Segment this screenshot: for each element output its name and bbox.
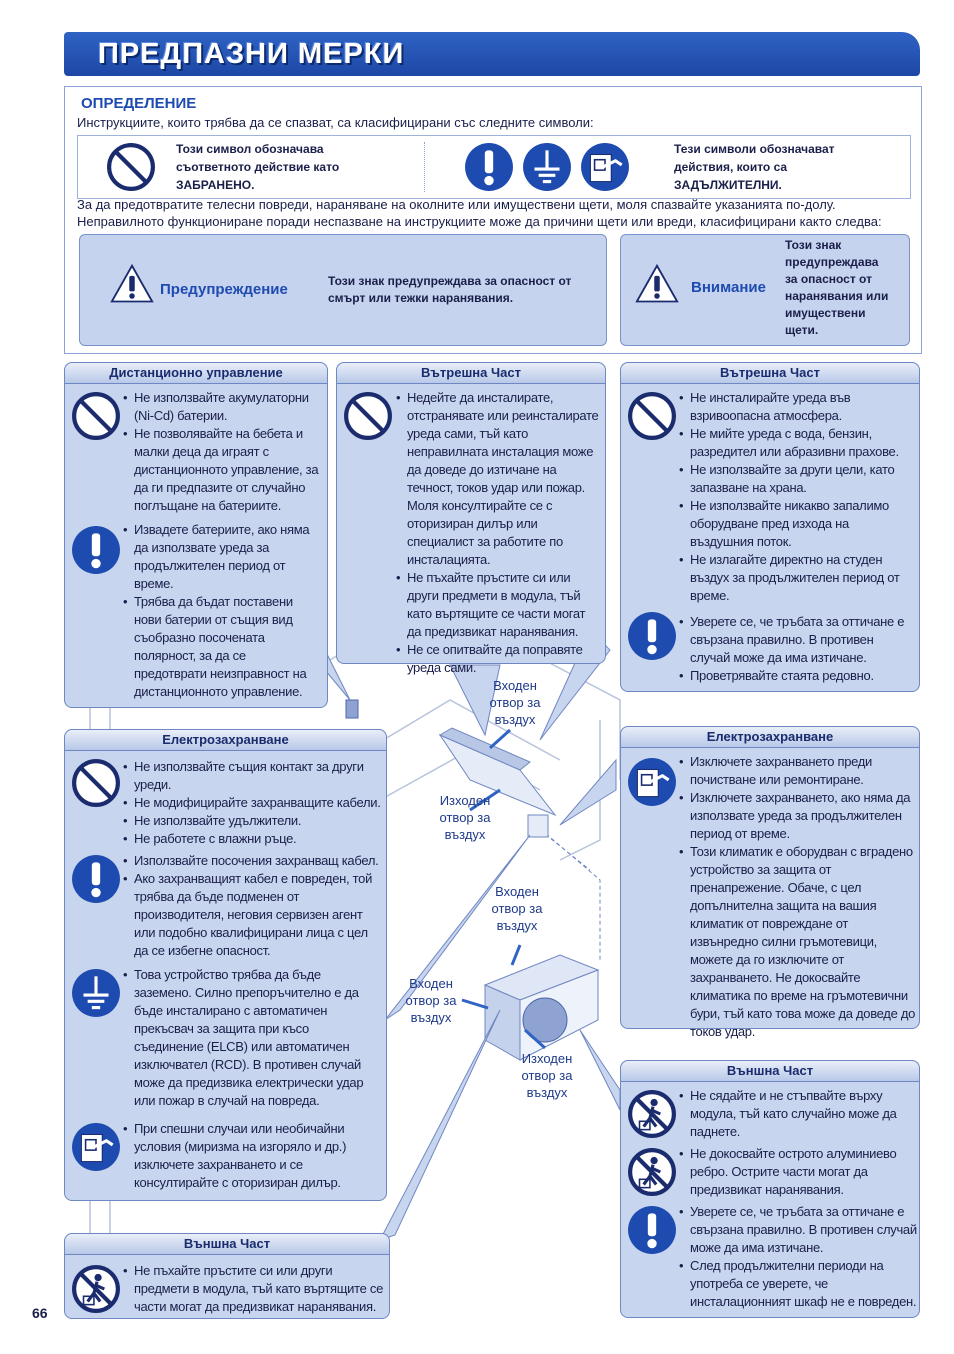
prohibited-icon xyxy=(627,391,677,441)
unplug-icon xyxy=(627,757,677,807)
mandatory-icon xyxy=(71,854,121,904)
list-item: • Не излагайте директно на студен въздух за продължителен период от време. xyxy=(679,551,915,605)
list-item: • Не модифицирайте захранващите кабели. xyxy=(123,794,381,812)
prohibited-list xyxy=(679,389,915,605)
list-item: • Недейте да инсталирате, отстранявате или реинсталирате уреда сами, тъй като неправилната инсталация може да доведе до изтичане на течност, токов удар или пожар. Моля консултирайте се с оторизиран дилър или специалист за работите по инсталацията. xyxy=(396,389,600,569)
mandatory-list xyxy=(679,613,915,685)
list-item: • Уверете се, че тръбата за оттичане е свързана правилно. В противен случай може да има изтичане. xyxy=(679,1203,917,1257)
prohibited-icon xyxy=(343,391,393,441)
mandatory-icon xyxy=(627,611,677,661)
caution-label: Внимание xyxy=(691,279,766,296)
no-climb-list xyxy=(679,1087,917,1141)
list-item: • Не използвайте акумулаторни (Ni-Cd) батерии. xyxy=(123,389,319,425)
list-item: • Не използвайте никакво запалимо оборудване пред изхода на въздушния поток. xyxy=(679,497,915,551)
panel-power-supply-right xyxy=(620,726,920,1039)
panel-indoor-unit-1 xyxy=(336,362,606,675)
mandatory-list xyxy=(123,521,319,701)
list-item: • Трябва да бъдат поставени нови батерии от същия вид съобразно посочената полярност, за да се предотврати неизправност на дистанционното управление. xyxy=(123,593,319,701)
panel-title: Вътрешна Част xyxy=(621,363,919,384)
list-item: • Не пъхайте пръстите си или други предмети в модула, тъй като въртящите се части могат да предизвикат наранявания. xyxy=(396,569,600,641)
list-item: • Изключете захранването преди почистване или ремонтиране. xyxy=(679,753,917,789)
list-item: • Не сядайте и не стъпвайте върху модула, тъй като случайно може да паднете. xyxy=(679,1087,917,1141)
panel-title: Вътрешна Част xyxy=(337,363,605,384)
power-pointer xyxy=(560,760,616,825)
panel-title: Дистанционно управление xyxy=(65,363,327,384)
unplug-list xyxy=(679,753,917,1041)
warning-description: Този знак предупреждава за опасност от смърт или тежки наранявания. xyxy=(328,274,572,305)
panel-title: Електрозахранване xyxy=(65,730,386,751)
warning-label: Предупреждение xyxy=(160,281,288,298)
list-item: • Проветрявайте стаята редовно. xyxy=(679,667,915,685)
list-item: • Не използвайте за други цели, като запазване на храна. xyxy=(679,461,915,497)
mandatory-list xyxy=(123,852,381,960)
panel-outdoor-unit-right xyxy=(620,1060,920,1318)
list-item: • Не инсталирайте уреда във взривоопасна атмосфера. xyxy=(679,389,915,425)
mandatory-description: Тези символи обозначават действия, които са ЗАДЪЛЖИТЕЛНИ. xyxy=(674,142,835,192)
list-item: • Не докосвайте острото алуминиево ребро. Острите части могат да предизвикат наранявания. xyxy=(679,1145,917,1199)
unplug-icon xyxy=(71,1122,121,1172)
list-item: • Ако захранващият кабел е повреден, той трябва да бъде подменен от производителя, неговия сервизен агент или подобно квалифицирани лица с цел да се избегне опасност. xyxy=(123,870,381,960)
no-fingers-icon xyxy=(71,1264,121,1314)
no-climbing-icon xyxy=(627,1089,677,1139)
label-air-inlet-1: Входен отвор за въздух xyxy=(489,678,541,727)
list-item: • Не пъхайте пръстите си или други предмети в модула, тъй като въртящите се части могат да предизвикат наранявания. xyxy=(123,1262,385,1316)
list-item: • Уверете се, че тръбата за оттичане е свързана правилно. В противен случай може да има изтичане. xyxy=(679,613,915,667)
prohibited-list xyxy=(396,389,600,677)
list-item: • Използвайте посочения захранващ кабел. xyxy=(123,852,381,870)
definition-intro: Инструкциите, които трябва да се спазват, са класифицирани със следните символи: xyxy=(77,115,594,130)
definition-line-1: За да предотвратите телесни повреди, нараняване на околните или имуществени щети, моля спазвайте указанията по-долу. xyxy=(77,197,836,212)
mandatory-list xyxy=(679,1203,917,1311)
list-item: • Не използвайте същия контакт за други уреди. xyxy=(123,758,381,794)
list-item: • При спешни случаи или необичайни условия (миризма на изгоряло и др.) изключете захранването и се консултирайте с оторизиран дилър. xyxy=(123,1120,381,1192)
list-item: • Не работете с влажни ръце. xyxy=(123,830,381,848)
prohibited-list xyxy=(123,758,381,848)
no-fingers-list xyxy=(123,1262,385,1316)
label-air-inlet-2: Входен отвор за въздух xyxy=(491,884,543,933)
ground-list xyxy=(123,966,381,1110)
outdoor-left-pointer xyxy=(380,1010,500,1240)
page-number: 66 xyxy=(32,1305,48,1321)
panel-outdoor-unit-left xyxy=(64,1233,390,1319)
prohibited-description: Този символ обозначава съответното действие като ЗАБРАНЕНО. xyxy=(176,142,340,192)
prohibited-list xyxy=(123,389,319,515)
label-air-outlet-2: Изходен отвор за въздух xyxy=(521,1051,573,1100)
panel-title: Електрозахранване xyxy=(621,727,919,748)
list-item: • Изключете захранването, ако няма да използвате уреда за продължителен период от време. xyxy=(679,789,917,843)
unplug-list xyxy=(123,1120,381,1192)
list-item: • След продължителни периоди на употреба се уверете, че инсталационният шкаф не е повреден. xyxy=(679,1257,917,1311)
page-title: ПРЕДПАЗНИ МЕРКИ xyxy=(98,38,405,70)
mandatory-icon xyxy=(627,1205,677,1255)
list-item: • Не позволявайте на бебета и малки деца да играят с дистанционното управление, за да ги предпазите от случайно поглъщане на батериите. xyxy=(123,425,319,515)
outlet-socket-drawing xyxy=(528,815,548,837)
caution-description: Този знак предупреждава за опасност от наранявания или имуществени щети. xyxy=(785,238,889,337)
prohibited-icon xyxy=(71,758,121,808)
list-item: • Този климатик е оборудван с вградено устройство за защита от пренапрежение. Обаче, с цел допълнителна защита на вашия климатик от повреждане от извънредно силни гръмотевици, можете да го изключите от захранването. Не докосвайте климатика по време на гръмотевични бури, тъй като това може да доведе до токов удар. xyxy=(679,843,917,1041)
list-item: • Не използвайте удължители. xyxy=(123,812,381,830)
definition-line-2: Неправилното функциониране поради неспазване на инструкциите може да причини щети или вреди, класифицирани както следва: xyxy=(77,214,882,229)
panel-title: Външна Част xyxy=(621,1061,919,1082)
label-air-inlet-3: Входен отвор за въздух xyxy=(405,976,457,1025)
panel-indoor-unit-2 xyxy=(620,362,920,692)
list-item: • Извадете батериите, ако няма да използвате уреда за продължителен период от време. xyxy=(123,521,319,593)
prohibited-icon xyxy=(71,391,121,441)
list-item: • Това устройство трябва да бъде заземено. Силно препоръчително е да бъде инсталирано с автоматичен прекъсвач за защита при късо съединение (ELCB) или автоматичен изключвател (RCD). В противен случай може да предизвика електрически удар или пожар в случай на повреда. xyxy=(123,966,381,1110)
panel-title: Външна Част xyxy=(65,1234,389,1255)
mandatory-icon xyxy=(71,525,121,575)
definition-title: ОПРЕДЕЛЕНИЕ xyxy=(81,95,197,112)
no-touch-list xyxy=(679,1145,917,1199)
no-touching-icon xyxy=(627,1147,677,1197)
list-item: • Не мийте уреда с вода, бензин, разредител или абразивни прахове. xyxy=(679,425,915,461)
remote-control-drawing xyxy=(346,700,358,718)
label-air-outlet-1: Изходен отвор за въздух xyxy=(439,793,491,842)
panel-power-supply-left xyxy=(64,729,387,1201)
list-item: • Не се опитвайте да поправяте уреда сами. xyxy=(396,641,600,677)
ground-icon xyxy=(71,968,121,1018)
panel-remote-control xyxy=(64,362,328,708)
